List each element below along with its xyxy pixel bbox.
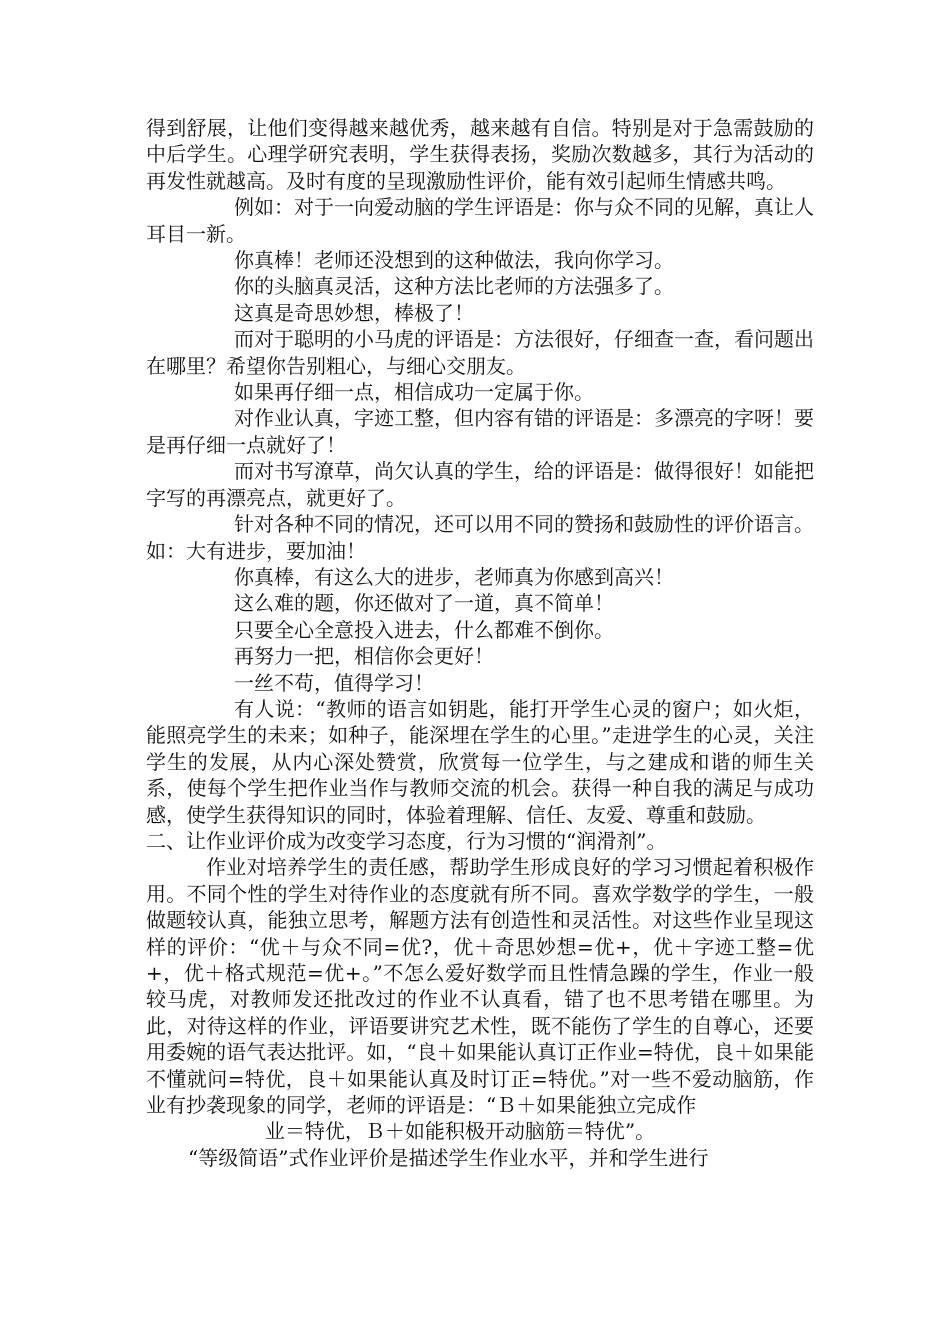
paragraph: 这真是奇思妙想，棒极了！ <box>234 300 474 325</box>
paragraph: 而对于聪明的小马虎的评语是：方法很好，仔细查一查，看问题出在哪里？希望你告别粗心，与细心交朋友。 <box>146 327 814 378</box>
paragraph: 只要全心全意投入进去，什么都难不倒你。 <box>234 617 614 642</box>
paragraph: 对作业认真，字迹工整，但内容有错的评语是：多漂亮的字呀！要是再仔细一点就好了！ <box>146 406 814 457</box>
paragraph: 而对书写潦草，尚欠认真的学生，给的评语是：做得很好！如能把字写的再漂亮点，就更好了。 <box>146 459 814 510</box>
paragraph: 有人说：“教师的语言如钥匙，能打开学生心灵的窗户；如火炬，能照亮学生的未来；如种子，能深埋在学生的心里。”走进学生的心灵，关注学生的发展，从内心深处赞赏，欣赏每一位学生，与之建成和谐的师生关系，使每个学生把作业当作与教师交流的机会。获得一种自我的满足与成功感，使学生获得知识的同时，体验着理解、信任、友爱、尊重和鼓励。 <box>146 696 814 827</box>
paragraph: “等级简语”式作业评价是描述学生作业水平，并和学生进行 <box>188 1145 709 1170</box>
paragraph-continuation: 业＝特优，Ｂ＋如能积极开动脑筋＝特优”。 <box>264 1119 656 1144</box>
paragraph: 你真棒！老师还没想到的这种做法，我向你学习。 <box>234 248 674 273</box>
paragraph: 作业对培养学生的责任感，帮助学生形成良好的学习习惯起着积极作用。不同个性的学生对待作业的态度就有所不同。喜欢学数学的学生，一般做题较认真，能独立思考，解题方法有创造性和灵活性。对这些作业呈现这样的评价：“优＋与众不同=优?，优＋奇思妙想=优+，优＋字迹工整=优+，优＋格式规范=优+。”不怎么爱好数学而且性情急躁的学生，作业一般较马虎，对教师发还批改过的作业不认真看，错了也不思考错在哪里。为此，对待这样的作业，评语要讲究艺术性，既不能伤了学生的自尊心，还要用委婉的语气表达批评。如，“良＋如果能认真订正作业=特优，良＋如果能不懂就问=特优，良＋如果能认真及时订正=特优。”对一些不爱动脑筋，作业有抄袭现象的同学，老师的评语是：“Ｂ＋如果能独立完成作 <box>146 855 814 1118</box>
paragraph: 针对各种不同的情况，还可以用不同的赞扬和鼓励性的评价语言。如：大有进步，要加油！ <box>146 512 814 563</box>
paragraph: 例如：对于一向爱动脑的学生评语是：你与众不同的见解，真让人耳目一新。 <box>146 195 814 246</box>
paragraph: 再努力一把，相信你会更好！ <box>234 644 494 669</box>
paragraph: 如果再仔细一点，相信成功一定属于你。 <box>234 380 594 405</box>
paragraph: 你真棒，有这么大的进步，老师真为你感到高兴！ <box>234 564 674 589</box>
section-heading: 二、让作业评价成为改变学习态度，行为习惯的“润滑剂”。 <box>146 828 667 853</box>
paragraph: 你的头脑真灵活，这种方法比老师的方法强多了。 <box>234 274 674 299</box>
paragraph: 一丝不苟，值得学习！ <box>234 670 434 695</box>
paragraph: 得到舒展，让他们变得越来越优秀，越来越有自信。特别是对于急需鼓励的中后学生。心理学研究表明，学生获得表扬，奖励次数越多，其行为活动的再发性就越高。及时有度的呈现激励性评价，能有效引起师生情感共鸣。 <box>146 116 814 193</box>
document-body <box>146 115 814 1171</box>
paragraph: 这么难的题，你还做对了一道，真不简单！ <box>234 591 614 616</box>
